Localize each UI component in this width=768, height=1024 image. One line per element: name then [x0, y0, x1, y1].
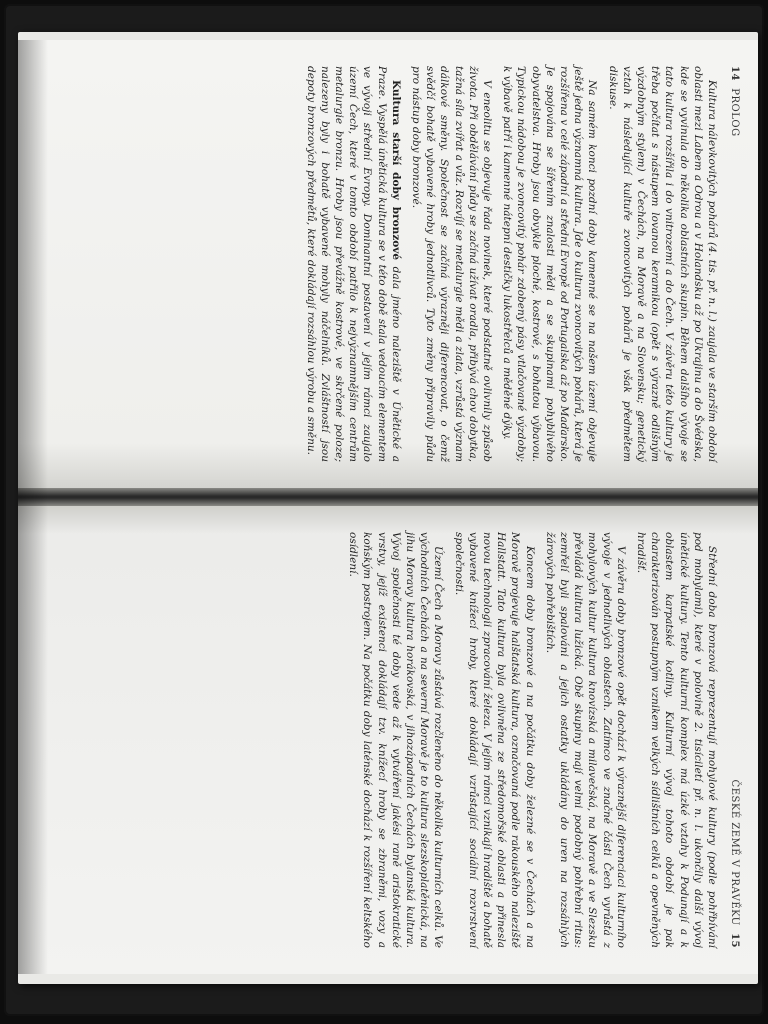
running-head	[729, 66, 740, 462]
page-content	[36, 66, 740, 462]
body-text	[303, 66, 719, 462]
paragraph	[634, 532, 719, 948]
page-content	[36, 532, 740, 948]
rotated-text-frame	[18, 506, 758, 974]
page-number: 14	[729, 66, 740, 81]
paragraph	[346, 532, 445, 948]
page-number: 15	[729, 933, 740, 948]
book-page-left	[18, 40, 758, 488]
running-head-title: PROLOG	[729, 88, 740, 137]
paragraph-text: Střední doba bronzová reprezentují mohylové kultury (podle pohřbívání pod mohylami), které v polovině 2. tisíciletí př. n. l. ukončily další vývoj únětické kultury. Tento kulturní komplex má úzké vztahy k Podunají a k oblastem karpatské kotliny. Kulturní vývoj tohoto období je pak charakterizován postupným vznikem velkých sídlištních celků a opevněných hradišť.	[634, 532, 718, 948]
rotated-text-frame	[18, 40, 758, 488]
running-head	[729, 532, 740, 948]
paragraph-text: V eneolitu se objevuje řada novinek, které podstatně ovlivnily způsob života. Při obdělávání půdy se začíná užívat oradla, přibývá chov dobytka, tažná síla zvířat a vůz. Rozvíjí se metalurgie mědi a zlata, vzrůstá význam dálkové směny. Společnost se začíná výrazněji diferencovat, o čemž svědčí bohatě vybavené hroby jednotlivců. Tyto změny připravily půdu pro nástup doby bronzové.	[409, 66, 493, 462]
paragraph	[409, 66, 494, 462]
paragraph-text: Území Čech a Moravy zůstává rozčleněno do několika kulturních celků. Ve východních Čechách a na severní Moravě je to kultura slezskoplatěnická, na jihu Moravy kultura horákovská, v jihozápadních Čechách bylanská kultura. Vývoj společnosti té doby vede až k vytváření jakési raně aristokratické vrstvy, jejíž existenci dokládají tzv. knížecí hroby se zbraněmi, vozy a koňským postrojem. Na počátku doby laténské dochází k rozšíření keltského osídlení.	[347, 532, 445, 948]
book-gutter	[18, 488, 758, 506]
paragraph	[451, 532, 536, 948]
paragraph	[543, 532, 628, 948]
running-head-title: ČESKÉ ZEMĚ V PRAVĚKU	[729, 779, 740, 926]
paragraph	[500, 66, 599, 462]
paragraph-text: Na samém konci pozdní doby kamenné se na našem území objevuje ještě jedna významná kultura. Jde o kulturu zvoncovitých pohárů, která je rozšířena v celé západní a střední Evropě od Portugalska až po Maďarsko. Je spojována se šířením znalosti mědi a se skupinami pohyblivého obyvatelstva. Hroby jsou obvykle ploché, kostrové, s bohatou výbavou. Typickou nádobou je zvoncovitý pohár zdobený pásy vtlačované výzdoby; k výbavě patří i kamenné nátepní destičky lukostřelců a měděné dýky.	[501, 66, 599, 462]
paragraph-text: dala jméno naleziště v Únětické a Praze. Vyspělá únětická kultura se v této době stala vedoucím elementem ve vývoji střední Evropy. Dominantní postavení v jejím rámci zaujalo území Čech, které v tomto období patřilo k nejvýznamnějším centrům metalurgie bronzu. Hroby jsou převážně kostrové, ve skrčené poloze; nalezeny byly i bohatě vybavené mohyly náčelníků. Zvláštností jsou depoty bronzových předmětů, které dokládají rozsáhlou výrobu a směnu.	[304, 66, 402, 462]
paragraph	[303, 66, 402, 462]
paragraph-text: Koncem doby bronzové a na počátku doby železné se v Čechách a na Moravě projevuje halštatská kultura, označovaná podle rakouského naleziště Hallstatt. Tato kultura byla ovlivněna ze středomořské oblasti a přinesla novou technologii zpracování železa. V jejím rámci vznikají hradiště a bohatě vybavené knížecí hroby, které dokládají vzrůstající sociální rozvrstvení společnosti.	[452, 532, 536, 948]
book-page-right	[18, 506, 758, 974]
paragraph-lead: Kultura starší doby bronzové	[389, 80, 402, 261]
body-text	[346, 532, 719, 948]
paragraph-text: Kultura nálevkovitých pohárů (4. tis. př. n. l.) zaujala ve starším období oblasti mezi Labem a Odrou a v Holandsku až po Ukrajinu a do Švédska, kde se vyvinula do několika oblastních skupin. Během dalšího vývoje se tato kultura rozšířila i do vnitrozemí a do Čech. V závěru této kultury je třeba počítat s nástupem lovanou keramikou (opět s výrazně odlišným výzdobným stylem) v Čechách, na Moravě a na Slovensku; genetický vztah k následující kultuře zvoncovitých pohárů je však předmětem diskuse.	[606, 66, 718, 462]
paragraph-text: V závěru doby bronzové opět dochází k výraznější diferenciaci kulturního vývoje v jednotlivých oblastech. Zatímco ve značné části Čech vyrůstá z mohylových kultur kultura knovízská a milavečská, na Moravě a ve Slezsku převládá kultura lužická. Obě skupiny mají velmi podobný pohřební ritus: zemřelí byli spalováni a jejich ostatky ukládány do uren na rozsáhlých žárových pohřebištích.	[543, 532, 627, 948]
paragraph	[605, 66, 719, 462]
